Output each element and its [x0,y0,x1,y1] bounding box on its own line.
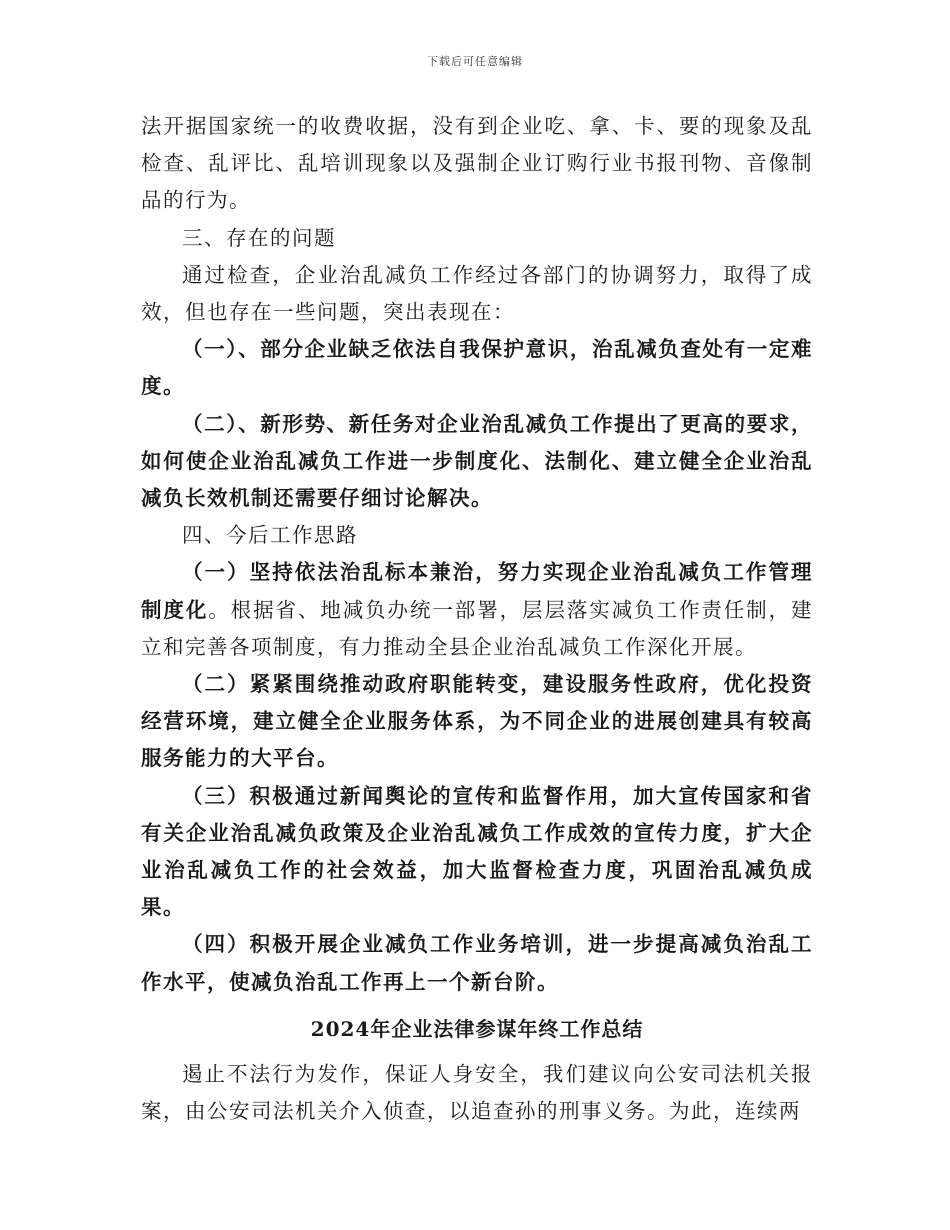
paragraph-9: 遏止不法行为发作，保证人身安全，我们建议向公安司法机关报案，由公安司法机关介入侦查，以追查孙的刑事义务。为此，连续两 [141,1062,813,1124]
paragraph-7: （三）积极通过新闻舆论的宣传和监督作用，加大宣传国家和省有关企业治乱减负政策及企业治乱减负工作成效的宣传力度，扩大企业治乱减负工作的社会效益，加大监督检查力度，巩固治乱减负成果。 [141,783,813,920]
paragraph-8: （四）积极开展企业减负工作业务培训，进一步提高减负治乱工作水平，使减负治乱工作再上一个新台阶。 [141,932,813,994]
paragraph-5-lead: （一）坚持依法治乱标本兼治，努力实现企业治乱减负工作管理制度化 [141,560,813,622]
paragraph-5-rest: 。根据省、地减负办统一部署，层层落实减负工作责任制，建立和完善各项制度，有力推动全县企业治乱减负工作深化开展。 [141,597,814,659]
paragraph-6: （二）紧紧围绕推动政府职能转变，建设服务性政府，优化投资经营环境，建立健全企业服务体系，为不同企业的进展创建具有较高服务能力的大平台。 [141,672,813,771]
document-title: 2024年企业法律参谋年终工作总结 [310,1016,644,1041]
document-body [141,108,813,1130]
paragraph-4: （二）、新形势、新任务对企业治乱减负工作提出了更高的要求，如何使企业治乱减负工作进一步制度化、法制化、建立健全企业治乱减负长效机制还需要仔细讨论解决。 [141,411,813,511]
paragraph-2: 通过检查，企业治乱减负工作经过各部门的协调努力，取得了成效，但也存在一些问题，突出表现在： [141,262,813,325]
section-heading-4: 四、今后工作思路 [182,523,358,548]
paragraph-1: 法开据国家统一的收费收据，没有到企业吃、拿、卡、要的现象及乱检查、乱评比、乱培训现象以及强制企业订购行业书报刊物、音像制品的行为。 [141,114,813,213]
paragraph-5 [141,554,813,666]
paragraph-3: （一）、部分企业缺乏依法自我保护意识，治乱减负查处有一定难度。 [141,337,813,399]
page-header: 下载后可任意编辑 [427,55,523,68]
section-heading-3: 三、存在的问题 [182,225,336,250]
